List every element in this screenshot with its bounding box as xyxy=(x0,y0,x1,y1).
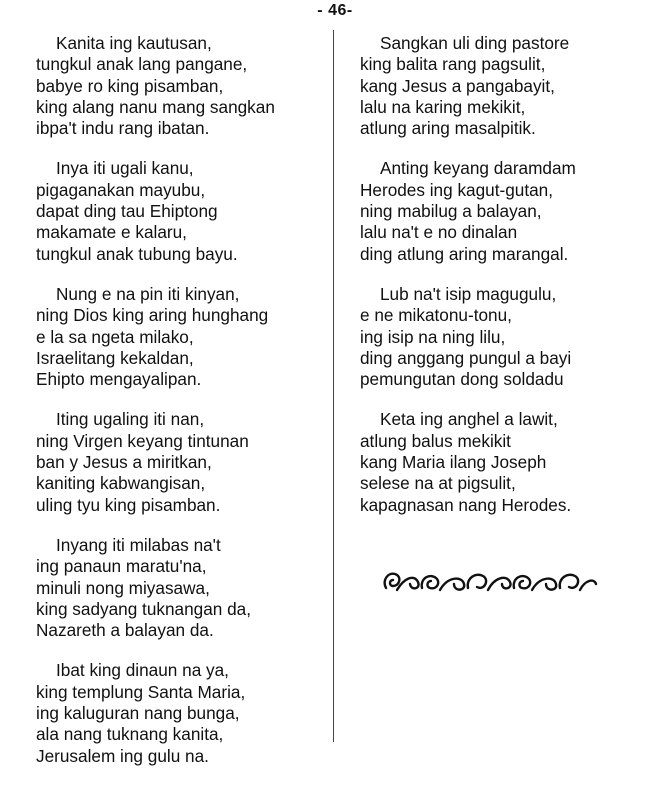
poem-line: Kanita ing kautusan, xyxy=(56,33,212,53)
poem-line: ibpa't indu rang ibatan. xyxy=(36,118,210,139)
stanza xyxy=(36,33,326,139)
poem-line: kaniting kabwangisan, xyxy=(36,473,206,494)
poem-line: makamate e kalaru, xyxy=(36,222,187,243)
poem-line: Lub na't isip magugulu, xyxy=(380,283,557,304)
poem-line: Ehipto mengayalipan. xyxy=(36,369,202,390)
poem-line: Sangkan uli ding pastore xyxy=(380,33,570,53)
poem-line: Nung e na pin iti kinyan, xyxy=(56,283,240,304)
stanza xyxy=(360,33,596,139)
poem-line: Inya iti ugali kanu, xyxy=(56,158,194,179)
poem-line: Inyang iti milabas na't xyxy=(56,534,221,555)
poem-line: ing panaun maratu'na, xyxy=(36,556,207,577)
poem-line: king alang nanu mang sangkan xyxy=(36,96,275,117)
poem-line: tungkul anak tubung bayu. xyxy=(36,243,238,264)
poem-line: ban y Jesus a miritkan, xyxy=(36,452,212,473)
poem-line: king balita rang pagsulit, xyxy=(360,54,546,75)
poem-line: kang Maria ilang Joseph xyxy=(360,452,547,473)
poem-line: ning Dios king aring hunghang xyxy=(36,305,269,326)
poem-line: atlung balus mekikit xyxy=(360,430,511,451)
poem-line: selese na at pigsulit, xyxy=(360,473,516,494)
poem-line: pemungutan dong soldadu xyxy=(360,369,564,390)
poem-line: ing isip na ning lilu, xyxy=(360,326,506,347)
stanza xyxy=(36,158,326,264)
left-column xyxy=(36,33,326,786)
stanza xyxy=(360,409,596,515)
poem-line: Israelitang kekaldan, xyxy=(36,347,194,368)
column-divider xyxy=(333,30,334,742)
stanza xyxy=(36,660,326,766)
poem-line: king sadyang tuknangan da, xyxy=(36,598,252,619)
poem-line: e ne mikatonu-tonu, xyxy=(360,305,512,326)
poem-line: dapat ding tau Ehiptong xyxy=(36,201,218,222)
poem-line: pigaganakan mayubu, xyxy=(36,179,206,200)
stanza xyxy=(36,409,326,515)
page-number: - 46- xyxy=(317,2,353,19)
poem-line: king templung Santa Maria, xyxy=(36,681,246,702)
decorative-scroll-ornament-icon xyxy=(380,566,600,598)
poem-line: lalu na't e no dinalan xyxy=(360,222,518,243)
poem-line: Anting keyang daramdam xyxy=(380,158,576,179)
stanza xyxy=(360,158,596,264)
poem-line: atlung aring masalpitik. xyxy=(360,118,536,139)
stanza xyxy=(36,284,326,390)
poem-line: ning Virgen keyang tintunan xyxy=(36,430,249,451)
poem-line: minuli nong miyasawa, xyxy=(36,577,210,598)
right-column xyxy=(360,33,596,535)
poem-line: ing kaluguran nang bunga, xyxy=(36,703,240,724)
poem-line: Nazareth a balayan da. xyxy=(36,620,214,641)
poem-line: babye ro king pisamban, xyxy=(36,75,224,96)
poem-line: Herodes ing kagut-gutan, xyxy=(360,179,554,200)
stanza xyxy=(360,284,596,390)
stanza xyxy=(36,535,326,641)
poem-line: e la sa ngeta milako, xyxy=(36,326,194,347)
poem-line: Ibat king dinaun na ya, xyxy=(56,660,229,681)
poem-line: ning mabilug a balayan, xyxy=(360,201,542,222)
poem-line: Jerusalem ing gulu na. xyxy=(36,745,209,766)
poem-line: Keta ing anghel a lawit, xyxy=(380,409,558,430)
poem-line: kapagnasan nang Herodes. xyxy=(360,494,572,515)
poem-line: uling tyu king pisamban. xyxy=(36,494,221,515)
poem-line: ala nang tuknang kanita, xyxy=(36,724,224,745)
poem-line: ding anggang pungul a bayi xyxy=(360,347,572,368)
poem-line: lalu na karing mekikit, xyxy=(360,96,526,117)
poem-line: Iting ugaling iti nan, xyxy=(56,409,205,430)
poem-line: tungkul anak lang pangane, xyxy=(36,54,248,75)
poem-line: ding atlung aring marangal. xyxy=(360,243,569,264)
poem-line: kang Jesus a pangabayit, xyxy=(360,75,555,96)
